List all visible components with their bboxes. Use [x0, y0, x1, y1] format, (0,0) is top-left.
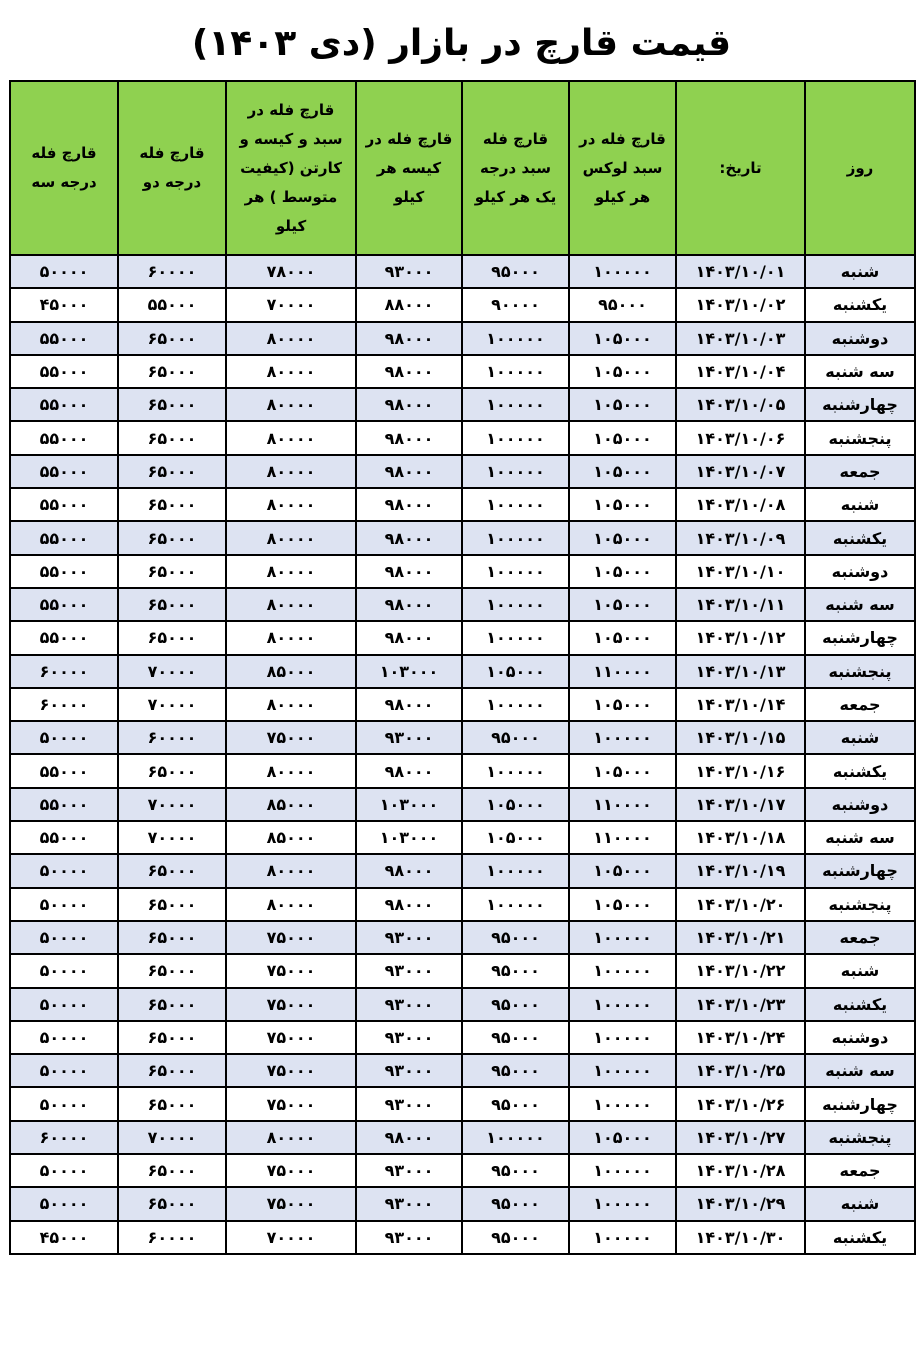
table-row [10, 1154, 915, 1187]
cell-bag: ۹۸۰۰۰ [356, 355, 462, 388]
cell-day: جمعه [805, 688, 915, 721]
cell-grade-one-basket: ۱۰۰۰۰۰ [462, 521, 569, 554]
cell-day: شنبه [805, 721, 915, 754]
cell-grade-three: ۵۵۰۰۰ [10, 621, 118, 654]
cell-grade-two: ۶۵۰۰۰ [118, 588, 226, 621]
table-row [10, 421, 915, 454]
cell-grade-two: ۶۰۰۰۰ [118, 1221, 226, 1254]
cell-bag: ۹۳۰۰۰ [356, 1154, 462, 1187]
cell-date: ۱۴۰۳/۱۰/۲۲ [676, 954, 805, 987]
cell-lux-basket: ۹۵۰۰۰ [569, 288, 676, 321]
cell-date: ۱۴۰۳/۱۰/۰۱ [676, 255, 805, 288]
cell-grade-three: ۵۵۰۰۰ [10, 388, 118, 421]
cell-lux-basket: ۱۰۰۰۰۰ [569, 721, 676, 754]
cell-grade-two: ۶۵۰۰۰ [118, 1087, 226, 1120]
cell-grade-three: ۵۵۰۰۰ [10, 355, 118, 388]
cell-medium-quality: ۷۵۰۰۰ [226, 1054, 356, 1087]
cell-grade-two: ۵۵۰۰۰ [118, 288, 226, 321]
cell-bag: ۹۸۰۰۰ [356, 488, 462, 521]
cell-grade-two: ۷۰۰۰۰ [118, 788, 226, 821]
cell-date: ۱۴۰۳/۱۰/۲۳ [676, 988, 805, 1021]
table-row [10, 322, 915, 355]
cell-day: دوشنبه [805, 788, 915, 821]
cell-lux-basket: ۱۰۰۰۰۰ [569, 954, 676, 987]
cell-lux-basket: ۱۰۵۰۰۰ [569, 588, 676, 621]
cell-medium-quality: ۷۵۰۰۰ [226, 921, 356, 954]
cell-date: ۱۴۰۳/۱۰/۲۵ [676, 1054, 805, 1087]
cell-grade-one-basket: ۱۰۰۰۰۰ [462, 421, 569, 454]
cell-bag: ۹۸۰۰۰ [356, 521, 462, 554]
header-bag: قارچ فله در کیسه هر کیلو [356, 81, 462, 255]
cell-lux-basket: ۱۰۵۰۰۰ [569, 754, 676, 787]
cell-grade-one-basket: ۹۵۰۰۰ [462, 921, 569, 954]
cell-grade-two: ۶۰۰۰۰ [118, 255, 226, 288]
cell-medium-quality: ۸۰۰۰۰ [226, 455, 356, 488]
table-row [10, 854, 915, 887]
cell-day: دوشنبه [805, 1021, 915, 1054]
cell-medium-quality: ۷۰۰۰۰ [226, 1221, 356, 1254]
cell-day: یکشنبه [805, 521, 915, 554]
cell-grade-one-basket: ۱۰۵۰۰۰ [462, 655, 569, 688]
cell-lux-basket: ۱۰۵۰۰۰ [569, 388, 676, 421]
cell-grade-three: ۶۰۰۰۰ [10, 1121, 118, 1154]
cell-date: ۱۴۰۳/۱۰/۱۴ [676, 688, 805, 721]
cell-grade-two: ۶۵۰۰۰ [118, 621, 226, 654]
cell-medium-quality: ۸۰۰۰۰ [226, 322, 356, 355]
cell-grade-two: ۷۰۰۰۰ [118, 655, 226, 688]
cell-medium-quality: ۷۵۰۰۰ [226, 1187, 356, 1220]
cell-day: دوشنبه [805, 322, 915, 355]
header-lux-basket: قارچ فله در سبد لوکس هر کیلو [569, 81, 676, 255]
cell-grade-two: ۷۰۰۰۰ [118, 688, 226, 721]
header-grade-two: قارچ فله درجه دو [118, 81, 226, 255]
cell-bag: ۹۸۰۰۰ [356, 888, 462, 921]
cell-grade-one-basket: ۹۰۰۰۰ [462, 288, 569, 321]
cell-grade-two: ۶۰۰۰۰ [118, 721, 226, 754]
cell-grade-two: ۶۵۰۰۰ [118, 1054, 226, 1087]
cell-grade-one-basket: ۱۰۰۰۰۰ [462, 488, 569, 521]
cell-bag: ۹۳۰۰۰ [356, 921, 462, 954]
cell-grade-one-basket: ۹۵۰۰۰ [462, 1021, 569, 1054]
cell-grade-two: ۶۵۰۰۰ [118, 888, 226, 921]
header-day: روز [805, 81, 915, 255]
cell-grade-three: ۶۰۰۰۰ [10, 688, 118, 721]
cell-date: ۱۴۰۳/۱۰/۰۸ [676, 488, 805, 521]
cell-grade-one-basket: ۹۵۰۰۰ [462, 1087, 569, 1120]
cell-grade-three: ۵۰۰۰۰ [10, 921, 118, 954]
cell-date: ۱۴۰۳/۱۰/۲۷ [676, 1121, 805, 1154]
cell-date: ۱۴۰۳/۱۰/۰۹ [676, 521, 805, 554]
cell-lux-basket: ۱۰۵۰۰۰ [569, 421, 676, 454]
cell-grade-three: ۵۵۰۰۰ [10, 555, 118, 588]
cell-bag: ۹۸۰۰۰ [356, 388, 462, 421]
cell-medium-quality: ۸۰۰۰۰ [226, 388, 356, 421]
cell-lux-basket: ۱۰۵۰۰۰ [569, 455, 676, 488]
cell-grade-two: ۶۵۰۰۰ [118, 421, 226, 454]
page-title: قیمت قارچ در بازار (دی ۱۴۰۳) [191, 23, 732, 64]
cell-grade-two: ۶۵۰۰۰ [118, 921, 226, 954]
table-body [10, 255, 915, 1254]
table-row [10, 555, 915, 588]
cell-bag: ۹۳۰۰۰ [356, 1187, 462, 1220]
table-row [10, 721, 915, 754]
cell-bag: ۹۸۰۰۰ [356, 421, 462, 454]
cell-bag: ۱۰۳۰۰۰ [356, 821, 462, 854]
cell-date: ۱۴۰۳/۱۰/۰۷ [676, 455, 805, 488]
table-row [10, 1221, 915, 1254]
cell-day: یکشنبه [805, 288, 915, 321]
table-row [10, 488, 915, 521]
table-row [10, 1121, 915, 1154]
cell-bag: ۹۸۰۰۰ [356, 588, 462, 621]
cell-grade-three: ۵۰۰۰۰ [10, 1054, 118, 1087]
cell-grade-three: ۵۰۰۰۰ [10, 1187, 118, 1220]
cell-lux-basket: ۱۰۰۰۰۰ [569, 921, 676, 954]
table-row [10, 588, 915, 621]
cell-grade-three: ۵۰۰۰۰ [10, 255, 118, 288]
cell-grade-three: ۵۰۰۰۰ [10, 954, 118, 987]
table-row [10, 1054, 915, 1087]
cell-lux-basket: ۱۰۵۰۰۰ [569, 621, 676, 654]
cell-bag: ۹۸۰۰۰ [356, 322, 462, 355]
cell-date: ۱۴۰۳/۱۰/۱۱ [676, 588, 805, 621]
cell-lux-basket: ۱۰۰۰۰۰ [569, 1221, 676, 1254]
cell-day: دوشنبه [805, 555, 915, 588]
cell-day: یکشنبه [805, 754, 915, 787]
cell-medium-quality: ۷۵۰۰۰ [226, 1154, 356, 1187]
cell-day: یکشنبه [805, 988, 915, 1021]
cell-medium-quality: ۸۰۰۰۰ [226, 854, 356, 887]
cell-date: ۱۴۰۳/۱۰/۲۴ [676, 1021, 805, 1054]
cell-grade-two: ۶۵۰۰۰ [118, 854, 226, 887]
cell-day: چهارشنبه [805, 621, 915, 654]
cell-day: شنبه [805, 954, 915, 987]
cell-bag: ۹۸۰۰۰ [356, 688, 462, 721]
cell-grade-one-basket: ۱۰۰۰۰۰ [462, 388, 569, 421]
cell-medium-quality: ۸۰۰۰۰ [226, 588, 356, 621]
cell-date: ۱۴۰۳/۱۰/۰۳ [676, 322, 805, 355]
header-grade-one-basket: قارچ فله سبد درجه یک هر کیلو [462, 81, 569, 255]
cell-grade-three: ۵۰۰۰۰ [10, 1087, 118, 1120]
cell-grade-three: ۴۵۰۰۰ [10, 1221, 118, 1254]
cell-lux-basket: ۱۰۰۰۰۰ [569, 1021, 676, 1054]
cell-day: جمعه [805, 921, 915, 954]
cell-grade-three: ۵۰۰۰۰ [10, 854, 118, 887]
table-row [10, 521, 915, 554]
cell-date: ۱۴۰۳/۱۰/۱۵ [676, 721, 805, 754]
cell-grade-one-basket: ۱۰۰۰۰۰ [462, 322, 569, 355]
cell-date: ۱۴۰۳/۱۰/۱۳ [676, 655, 805, 688]
cell-grade-one-basket: ۱۰۵۰۰۰ [462, 788, 569, 821]
table-row [10, 655, 915, 688]
cell-bag: ۹۸۰۰۰ [356, 555, 462, 588]
cell-grade-one-basket: ۹۵۰۰۰ [462, 255, 569, 288]
cell-date: ۱۴۰۳/۱۰/۰۶ [676, 421, 805, 454]
cell-grade-one-basket: ۹۵۰۰۰ [462, 954, 569, 987]
table-row [10, 621, 915, 654]
cell-lux-basket: ۱۰۰۰۰۰ [569, 1087, 676, 1120]
cell-lux-basket: ۱۰۵۰۰۰ [569, 888, 676, 921]
cell-grade-two: ۶۵۰۰۰ [118, 1154, 226, 1187]
table-row [10, 821, 915, 854]
cell-lux-basket: ۱۰۰۰۰۰ [569, 988, 676, 1021]
cell-grade-three: ۵۵۰۰۰ [10, 788, 118, 821]
cell-grade-two: ۶۵۰۰۰ [118, 355, 226, 388]
cell-grade-one-basket: ۱۰۰۰۰۰ [462, 1121, 569, 1154]
table-row [10, 388, 915, 421]
cell-grade-three: ۴۵۰۰۰ [10, 288, 118, 321]
cell-day: شنبه [805, 488, 915, 521]
cell-lux-basket: ۱۱۰۰۰۰ [569, 655, 676, 688]
cell-medium-quality: ۸۵۰۰۰ [226, 788, 356, 821]
table-row [10, 788, 915, 821]
cell-bag: ۹۳۰۰۰ [356, 255, 462, 288]
table-row [10, 288, 915, 321]
cell-grade-two: ۶۵۰۰۰ [118, 455, 226, 488]
cell-bag: ۹۸۰۰۰ [356, 1121, 462, 1154]
cell-day: یکشنبه [805, 1221, 915, 1254]
cell-grade-two: ۶۵۰۰۰ [118, 1187, 226, 1220]
cell-grade-one-basket: ۱۰۰۰۰۰ [462, 621, 569, 654]
cell-grade-one-basket: ۹۵۰۰۰ [462, 1154, 569, 1187]
cell-day: شنبه [805, 1187, 915, 1220]
table-row [10, 954, 915, 987]
cell-lux-basket: ۱۰۵۰۰۰ [569, 488, 676, 521]
cell-grade-three: ۵۰۰۰۰ [10, 888, 118, 921]
cell-lux-basket: ۱۰۰۰۰۰ [569, 1154, 676, 1187]
table-row [10, 1087, 915, 1120]
header-date: تاریخ: [676, 81, 805, 255]
cell-day: پنجشنبه [805, 1121, 915, 1154]
cell-grade-one-basket: ۹۵۰۰۰ [462, 1187, 569, 1220]
cell-date: ۱۴۰۳/۱۰/۲۹ [676, 1187, 805, 1220]
cell-bag: ۱۰۳۰۰۰ [356, 788, 462, 821]
cell-day: سه شنبه [805, 588, 915, 621]
table-row [10, 1187, 915, 1220]
cell-lux-basket: ۱۰۰۰۰۰ [569, 255, 676, 288]
cell-grade-one-basket: ۱۰۰۰۰۰ [462, 854, 569, 887]
cell-medium-quality: ۷۰۰۰۰ [226, 288, 356, 321]
cell-date: ۱۴۰۳/۱۰/۲۶ [676, 1087, 805, 1120]
cell-day: سه شنبه [805, 355, 915, 388]
cell-date: ۱۴۰۳/۱۰/۰۲ [676, 288, 805, 321]
table-header-row [10, 81, 915, 255]
cell-day: پنجشنبه [805, 888, 915, 921]
cell-medium-quality: ۸۵۰۰۰ [226, 821, 356, 854]
cell-lux-basket: ۱۰۵۰۰۰ [569, 854, 676, 887]
cell-grade-three: ۵۵۰۰۰ [10, 322, 118, 355]
cell-grade-two: ۶۵۰۰۰ [118, 954, 226, 987]
cell-medium-quality: ۸۰۰۰۰ [226, 621, 356, 654]
cell-grade-three: ۵۵۰۰۰ [10, 421, 118, 454]
cell-grade-two: ۶۵۰۰۰ [118, 388, 226, 421]
cell-medium-quality: ۸۰۰۰۰ [226, 888, 356, 921]
cell-day: شنبه [805, 255, 915, 288]
table-row [10, 888, 915, 921]
cell-medium-quality: ۸۰۰۰۰ [226, 488, 356, 521]
cell-grade-one-basket: ۱۰۰۰۰۰ [462, 588, 569, 621]
cell-grade-one-basket: ۹۵۰۰۰ [462, 721, 569, 754]
cell-medium-quality: ۸۰۰۰۰ [226, 421, 356, 454]
cell-grade-one-basket: ۱۰۵۰۰۰ [462, 821, 569, 854]
cell-grade-one-basket: ۱۰۰۰۰۰ [462, 888, 569, 921]
cell-lux-basket: ۱۰۰۰۰۰ [569, 1054, 676, 1087]
cell-date: ۱۴۰۳/۱۰/۱۸ [676, 821, 805, 854]
cell-grade-three: ۵۵۰۰۰ [10, 455, 118, 488]
cell-grade-two: ۶۵۰۰۰ [118, 1021, 226, 1054]
cell-grade-two: ۶۵۰۰۰ [118, 521, 226, 554]
cell-grade-three: ۵۰۰۰۰ [10, 1021, 118, 1054]
cell-grade-one-basket: ۱۰۰۰۰۰ [462, 754, 569, 787]
table-row [10, 921, 915, 954]
cell-medium-quality: ۸۰۰۰۰ [226, 521, 356, 554]
cell-bag: ۹۳۰۰۰ [356, 988, 462, 1021]
cell-bag: ۹۳۰۰۰ [356, 1087, 462, 1120]
cell-grade-one-basket: ۱۰۰۰۰۰ [462, 555, 569, 588]
table-row [10, 255, 915, 288]
cell-day: سه شنبه [805, 821, 915, 854]
cell-lux-basket: ۱۰۵۰۰۰ [569, 1121, 676, 1154]
cell-bag: ۹۳۰۰۰ [356, 1221, 462, 1254]
cell-grade-two: ۷۰۰۰۰ [118, 1121, 226, 1154]
cell-bag: ۹۸۰۰۰ [356, 621, 462, 654]
cell-day: جمعه [805, 455, 915, 488]
cell-medium-quality: ۸۰۰۰۰ [226, 754, 356, 787]
cell-bag: ۹۳۰۰۰ [356, 1054, 462, 1087]
cell-medium-quality: ۷۵۰۰۰ [226, 1087, 356, 1120]
cell-bag: ۸۸۰۰۰ [356, 288, 462, 321]
cell-grade-three: ۶۰۰۰۰ [10, 655, 118, 688]
cell-grade-two: ۶۵۰۰۰ [118, 754, 226, 787]
cell-date: ۱۴۰۳/۱۰/۱۶ [676, 754, 805, 787]
cell-grade-three: ۵۵۰۰۰ [10, 521, 118, 554]
cell-grade-one-basket: ۱۰۰۰۰۰ [462, 688, 569, 721]
cell-medium-quality: ۷۵۰۰۰ [226, 988, 356, 1021]
cell-medium-quality: ۷۵۰۰۰ [226, 1021, 356, 1054]
cell-medium-quality: ۷۵۰۰۰ [226, 954, 356, 987]
cell-day: پنجشنبه [805, 655, 915, 688]
cell-lux-basket: ۱۰۵۰۰۰ [569, 688, 676, 721]
table-row [10, 688, 915, 721]
cell-date: ۱۴۰۳/۱۰/۳۰ [676, 1221, 805, 1254]
cell-medium-quality: ۷۵۰۰۰ [226, 721, 356, 754]
cell-grade-three: ۵۰۰۰۰ [10, 1154, 118, 1187]
cell-date: ۱۴۰۳/۱۰/۱۲ [676, 621, 805, 654]
price-table [9, 80, 916, 1255]
cell-grade-one-basket: ۹۵۰۰۰ [462, 988, 569, 1021]
cell-date: ۱۴۰۳/۱۰/۲۰ [676, 888, 805, 921]
cell-day: چهارشنبه [805, 1087, 915, 1120]
cell-grade-two: ۷۰۰۰۰ [118, 821, 226, 854]
cell-day: چهارشنبه [805, 388, 915, 421]
cell-grade-three: ۵۵۰۰۰ [10, 588, 118, 621]
cell-lux-basket: ۱۰۵۰۰۰ [569, 322, 676, 355]
cell-grade-three: ۵۰۰۰۰ [10, 721, 118, 754]
cell-grade-two: ۶۵۰۰۰ [118, 988, 226, 1021]
cell-grade-three: ۵۰۰۰۰ [10, 988, 118, 1021]
cell-lux-basket: ۱۰۵۰۰۰ [569, 521, 676, 554]
table-row [10, 754, 915, 787]
cell-lux-basket: ۱۰۵۰۰۰ [569, 555, 676, 588]
cell-bag: ۹۳۰۰۰ [356, 1021, 462, 1054]
cell-medium-quality: ۸۰۰۰۰ [226, 1121, 356, 1154]
cell-bag: ۹۸۰۰۰ [356, 455, 462, 488]
table-row [10, 1021, 915, 1054]
cell-date: ۱۴۰۳/۱۰/۱۰ [676, 555, 805, 588]
cell-bag: ۹۸۰۰۰ [356, 854, 462, 887]
cell-day: چهارشنبه [805, 854, 915, 887]
cell-date: ۱۴۰۳/۱۰/۱۹ [676, 854, 805, 887]
cell-bag: ۹۳۰۰۰ [356, 954, 462, 987]
cell-day: پنجشنبه [805, 421, 915, 454]
cell-date: ۱۴۰۳/۱۰/۲۱ [676, 921, 805, 954]
cell-grade-three: ۵۵۰۰۰ [10, 754, 118, 787]
cell-date: ۱۴۰۳/۱۰/۱۷ [676, 788, 805, 821]
cell-date: ۱۴۰۳/۱۰/۲۸ [676, 1154, 805, 1187]
cell-day: جمعه [805, 1154, 915, 1187]
cell-lux-basket: ۱۱۰۰۰۰ [569, 788, 676, 821]
cell-date: ۱۴۰۳/۱۰/۰۴ [676, 355, 805, 388]
cell-grade-two: ۶۵۰۰۰ [118, 555, 226, 588]
cell-grade-one-basket: ۹۵۰۰۰ [462, 1221, 569, 1254]
cell-grade-two: ۶۵۰۰۰ [118, 488, 226, 521]
cell-lux-basket: ۱۰۰۰۰۰ [569, 1187, 676, 1220]
cell-grade-three: ۵۵۰۰۰ [10, 821, 118, 854]
cell-bag: ۹۸۰۰۰ [356, 754, 462, 787]
cell-grade-one-basket: ۱۰۰۰۰۰ [462, 355, 569, 388]
cell-bag: ۹۳۰۰۰ [356, 721, 462, 754]
cell-bag: ۱۰۳۰۰۰ [356, 655, 462, 688]
table-row [10, 355, 915, 388]
cell-medium-quality: ۸۰۰۰۰ [226, 555, 356, 588]
cell-grade-one-basket: ۱۰۰۰۰۰ [462, 455, 569, 488]
cell-medium-quality: ۸۰۰۰۰ [226, 355, 356, 388]
cell-medium-quality: ۸۰۰۰۰ [226, 688, 356, 721]
cell-medium-quality: ۷۸۰۰۰ [226, 255, 356, 288]
cell-lux-basket: ۱۰۵۰۰۰ [569, 355, 676, 388]
cell-grade-one-basket: ۹۵۰۰۰ [462, 1054, 569, 1087]
cell-lux-basket: ۱۱۰۰۰۰ [569, 821, 676, 854]
table-row [10, 455, 915, 488]
cell-grade-three: ۵۵۰۰۰ [10, 488, 118, 521]
cell-medium-quality: ۸۵۰۰۰ [226, 655, 356, 688]
table-row [10, 988, 915, 1021]
cell-day: سه شنبه [805, 1054, 915, 1087]
cell-grade-two: ۶۵۰۰۰ [118, 322, 226, 355]
header-grade-three: قارچ فله درجه سه [10, 81, 118, 255]
header-medium-quality: قارچ فله در سبد و کیسه و کارتن (کیفیت متوسط ) هر کیلو [226, 81, 356, 255]
cell-date: ۱۴۰۳/۱۰/۰۵ [676, 388, 805, 421]
